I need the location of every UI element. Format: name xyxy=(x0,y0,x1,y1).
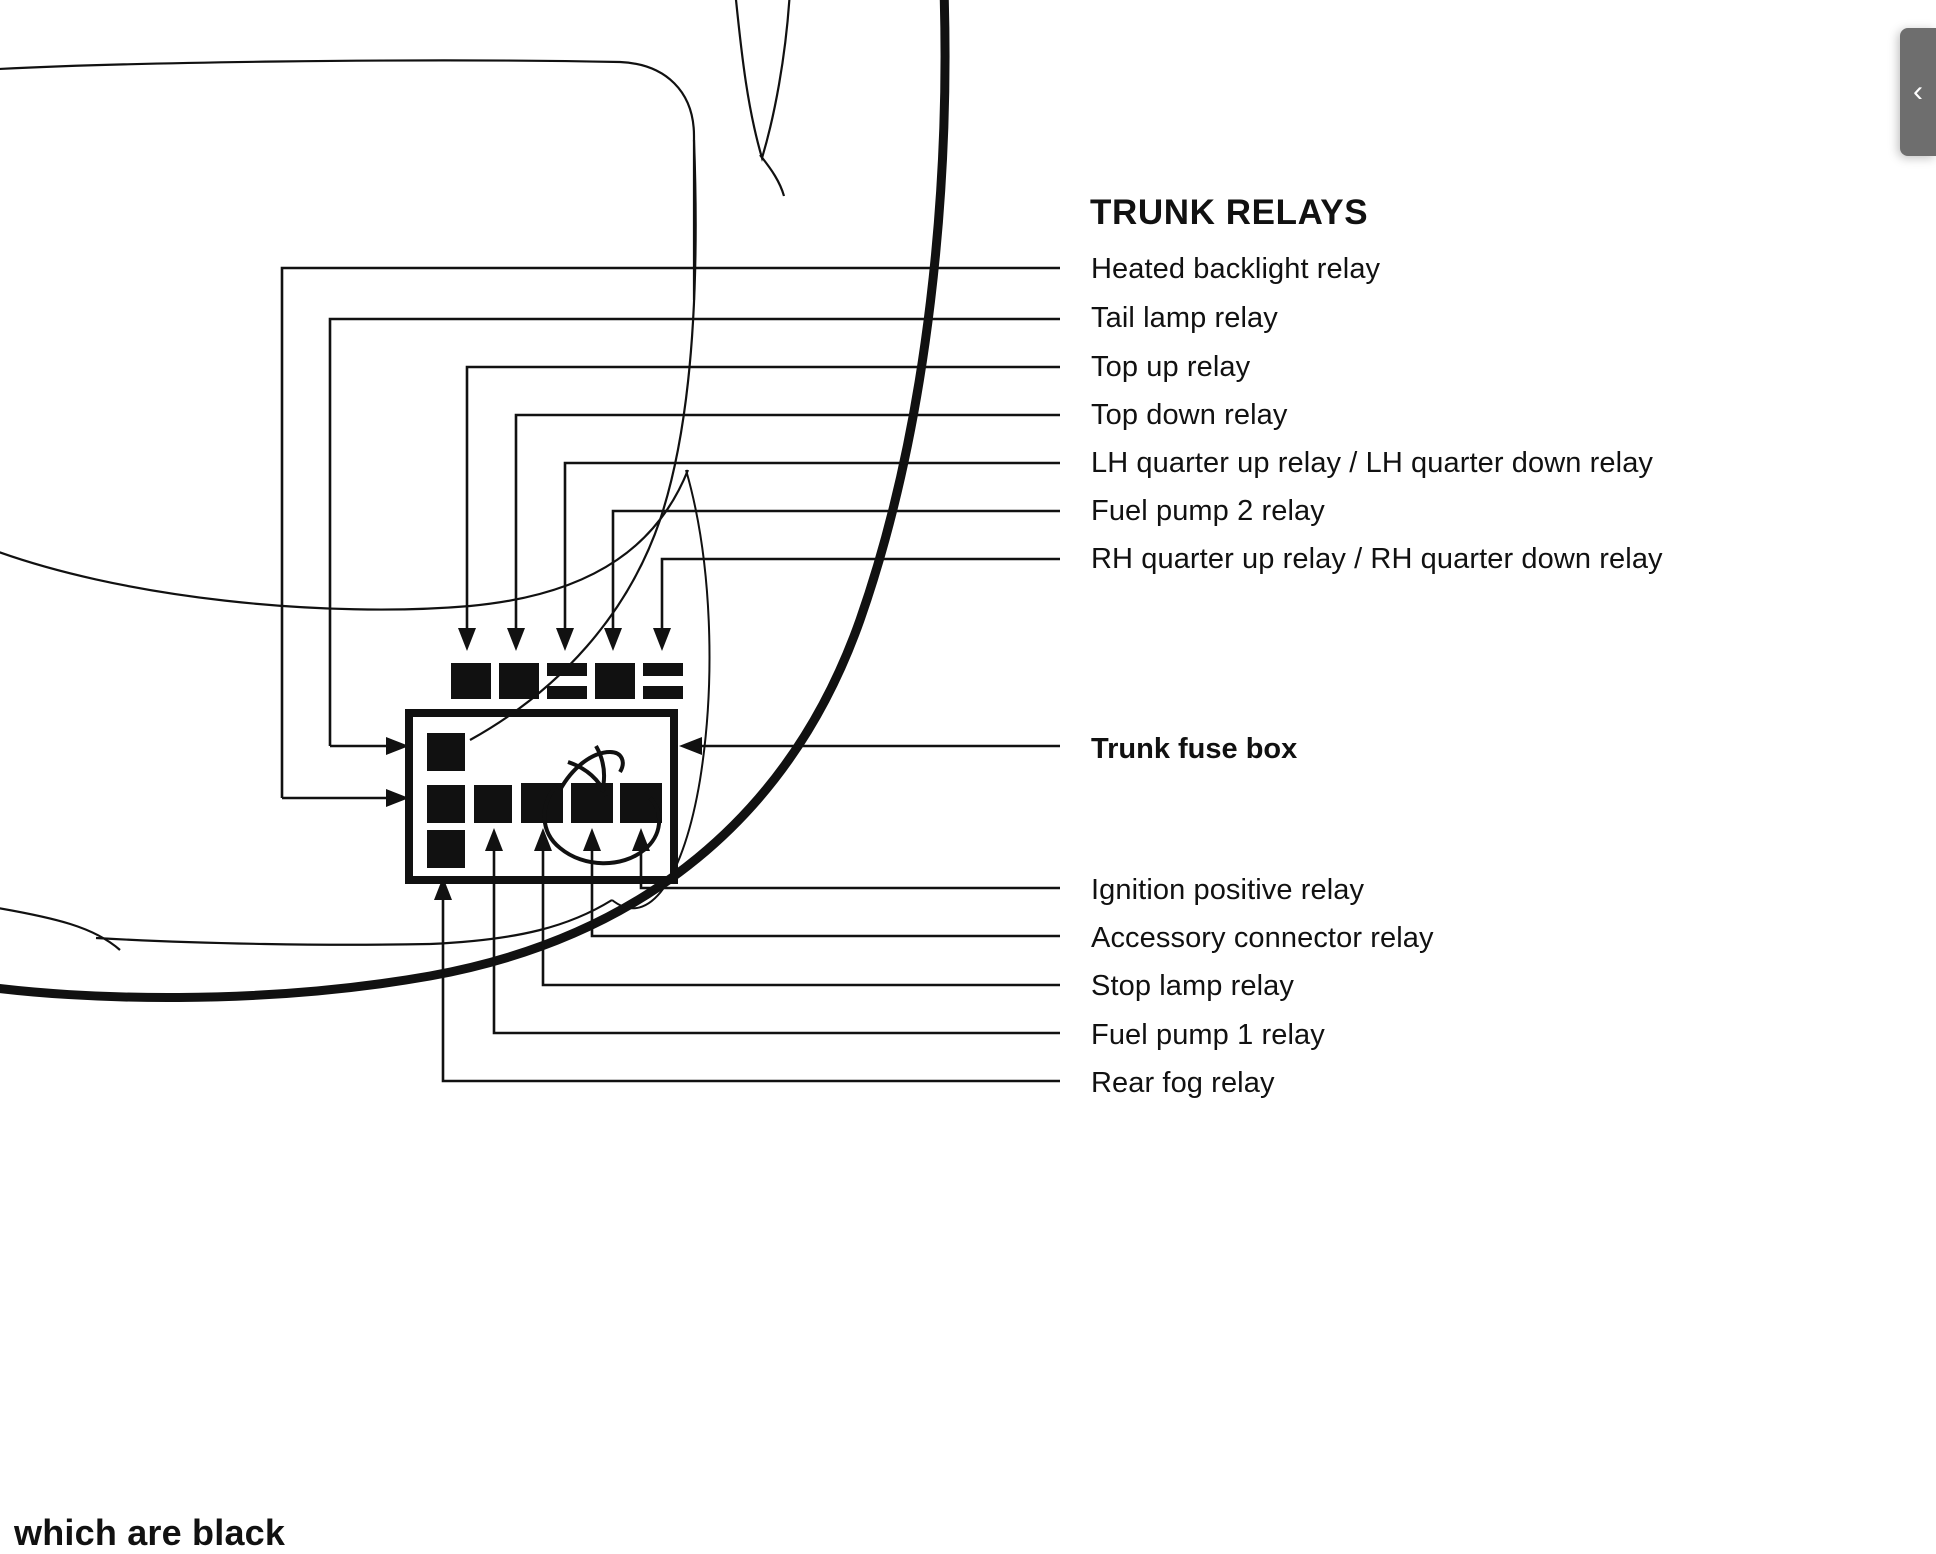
footer-note: which are black xyxy=(14,1512,286,1553)
trunk-fuse-box xyxy=(409,713,674,880)
callout-label-top-down-relay: Top down relay xyxy=(1091,399,1288,431)
trunk-seam-lines xyxy=(735,0,790,196)
leader-arrowhead-fuse-box xyxy=(679,737,702,755)
callout-label-heated-backlight-relay: Heated backlight relay xyxy=(1091,253,1381,285)
callout-label-lh-quarter-relay: LH quarter up relay / LH quarter down relay xyxy=(1091,447,1654,479)
previous-page-chevron-icon[interactable]: ‹ xyxy=(1900,28,1936,156)
callout-label-accessory-connector-relay: Accessory connector relay xyxy=(1091,922,1434,954)
relay-strip xyxy=(451,663,683,699)
leader-lines-top-horizontal-stubs xyxy=(282,746,390,798)
callout-label-fuel-pump-2-relay: Fuel pump 2 relay xyxy=(1091,495,1325,527)
callout-label-fuel-pump-1-relay: Fuel pump 1 relay xyxy=(1091,1019,1325,1051)
callout-label-rh-quarter-relay: RH quarter up relay / RH quarter down relay xyxy=(1091,543,1663,575)
callout-label-tail-lamp-relay: Tail lamp relay xyxy=(1091,302,1278,334)
callout-label-ignition-positive-relay: Ignition positive relay xyxy=(1091,874,1365,906)
leader-arrowheads-top xyxy=(386,628,671,807)
callout-label-trunk-fuse-box: Trunk fuse box xyxy=(1091,733,1298,765)
callout-label-rear-fog-relay: Rear fog relay xyxy=(1091,1067,1275,1099)
body-edge-thick xyxy=(0,0,945,998)
callout-label-top-up-relay: Top up relay xyxy=(1091,351,1251,383)
callout-label-stop-lamp-relay: Stop lamp relay xyxy=(1091,970,1294,1002)
page-title: TRUNK RELAYS xyxy=(1090,193,1369,232)
